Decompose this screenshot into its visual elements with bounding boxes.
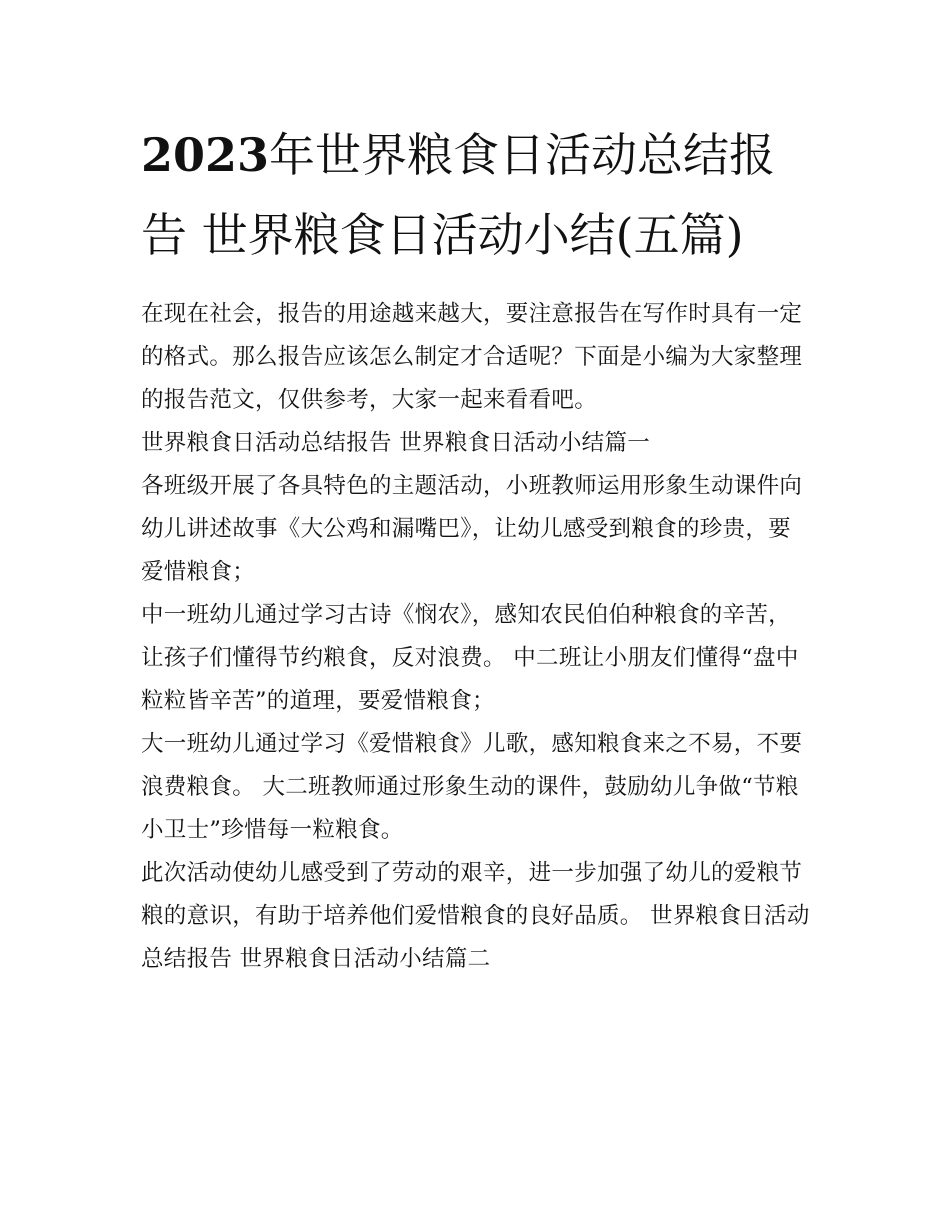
body-paragraph-3: 大一班幼儿通过学习《爱惜粮食》儿歌，感知粮食来之不易，不要浪费粮食。 大二班教师通过形象生动的课件，鼓励幼儿争做“节粮小卫士”珍惜每一粒粮食。 bbox=[141, 731, 803, 843]
document-body bbox=[141, 115, 813, 981]
body-paragraph-1: 各班级开展了各具特色的主题活动，小班教师运用形象生动课件向幼儿讲述故事《大公鸡和漏嘴巴》，让幼儿感受到粮食的珍贵，要爱惜粮食； bbox=[141, 473, 803, 585]
title-text: 年世界粮食日活动总结报告 世界粮食日活动小结(五篇) bbox=[141, 128, 776, 262]
body-paragraph-4: 此次活动使幼儿感受到了劳动的艰辛，进一步加强了幼儿的爱粮节粮的意识，有助于培养他们爱惜粮食的良好品质。 世界粮食日活动总结报告 世界粮食日活动小结篇二 bbox=[141, 860, 810, 972]
section-heading-1: 世界粮食日活动总结报告 世界粮食日活动小结篇一 bbox=[141, 430, 651, 456]
title-year: 2023 bbox=[141, 128, 270, 182]
document-title bbox=[141, 115, 813, 275]
body-paragraph-2: 中一班幼儿通过学习古诗《悯农》，感知农民伯伯种粮食的辛苦，让孩子们懂得节约粮食，反对浪费。 中二班让小朋友们懂得“盘中粒粒皆辛苦”的道理，要爱惜粮食； bbox=[141, 602, 799, 714]
intro-paragraph: 在现在社会，报告的用途越来越大，要注意报告在写作时具有一定的格式。那么报告应该怎么制定才合适呢？下面是小编为大家整理的报告范文，仅供参考，大家一起来看看吧。 bbox=[141, 301, 803, 413]
